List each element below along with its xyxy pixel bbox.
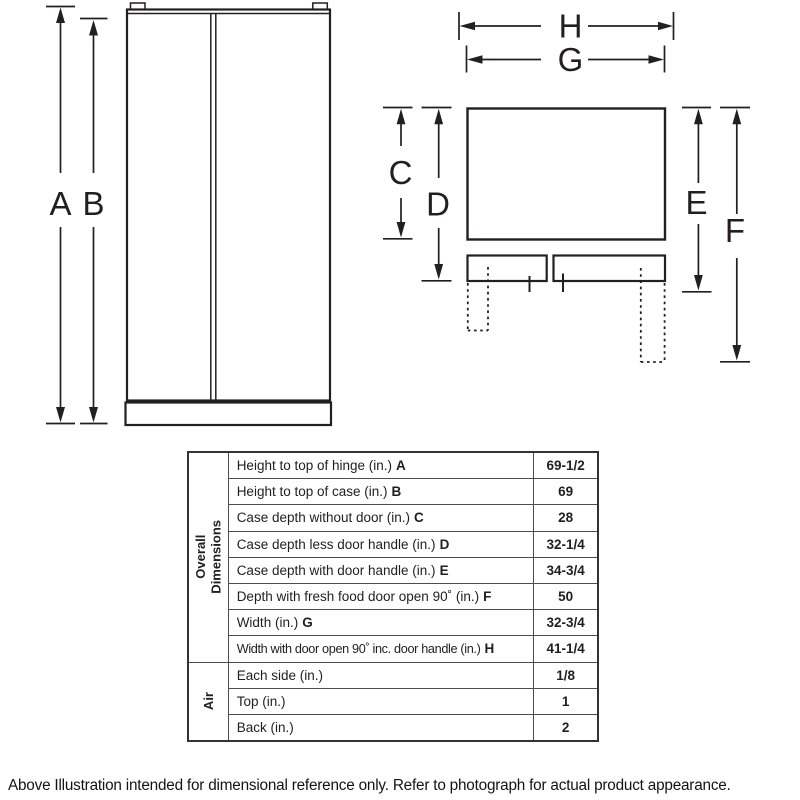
row-label: Back (in.) — [228, 714, 533, 741]
spec-row — [188, 610, 598, 636]
dim-label-g: G — [557, 41, 584, 78]
dim-label-c: C — [388, 154, 413, 191]
spec-row — [188, 662, 598, 688]
section-header-air-label: Air — [200, 692, 216, 711]
row-label: Depth with fresh food door open 90˚ (in.) F — [228, 583, 533, 609]
dim-label-a: A — [49, 185, 72, 222]
spec-row — [188, 479, 598, 505]
front-case-outline — [127, 10, 330, 401]
top-case-outline — [468, 109, 666, 240]
row-label: Case depth less door handle (in.) D — [228, 531, 533, 557]
front-base-kickplate — [126, 403, 332, 426]
front-view — [46, 3, 331, 425]
row-value: 41-1/4 — [534, 636, 598, 662]
dim-label-h: H — [558, 7, 583, 45]
section-header-air — [188, 662, 228, 741]
spec-row — [188, 505, 598, 531]
section-header-overall-dimensions — [188, 452, 228, 662]
section-header-overall-dimensions-label: Overall Dimensions — [192, 520, 224, 595]
top-door-right — [554, 256, 666, 282]
dim-label-b: B — [82, 185, 105, 222]
row-label: Case depth with door handle (in.) E — [228, 557, 533, 583]
spec-row — [188, 452, 598, 479]
row-value: 50 — [534, 583, 598, 609]
spec-row — [188, 714, 598, 741]
row-value: 1/8 — [534, 662, 598, 688]
dim-label-d: D — [426, 185, 450, 223]
dim-label-f: F — [724, 212, 746, 249]
row-label: Each side (in.) — [228, 662, 533, 688]
row-label: Case depth without door (in.) C — [228, 505, 533, 531]
row-label: Height to top of case (in.) B — [228, 479, 533, 505]
caption-text: Above Illustration intended for dimensional reference only. Refer to photograph for actual product appearance. — [8, 777, 731, 794]
row-value: 69 — [534, 479, 598, 505]
row-label: Width (in.) G — [228, 610, 533, 636]
row-value: 1 — [534, 688, 598, 714]
spec-row — [188, 688, 598, 714]
spec-row — [188, 583, 598, 609]
door-open-dashed-right — [641, 268, 665, 362]
spec-table — [187, 451, 599, 742]
row-label: Height to top of hinge (in.) A — [228, 452, 533, 479]
row-value: 69-1/2 — [534, 452, 598, 479]
spec-row — [188, 531, 598, 557]
dim-label-e: E — [685, 184, 708, 221]
row-value: 32-1/4 — [534, 531, 598, 557]
row-value: 2 — [534, 714, 598, 741]
row-label: Width with door open 90˚ inc. door handle (in.) H — [228, 636, 533, 662]
top-door-left — [468, 256, 547, 282]
spec-row — [188, 557, 598, 583]
row-value: 32-3/4 — [534, 610, 598, 636]
row-value: 34-3/4 — [534, 557, 598, 583]
spec-row — [188, 636, 598, 662]
top-view — [383, 8, 750, 363]
row-value: 28 — [534, 505, 598, 531]
row-label: Top (in.) — [228, 688, 533, 714]
